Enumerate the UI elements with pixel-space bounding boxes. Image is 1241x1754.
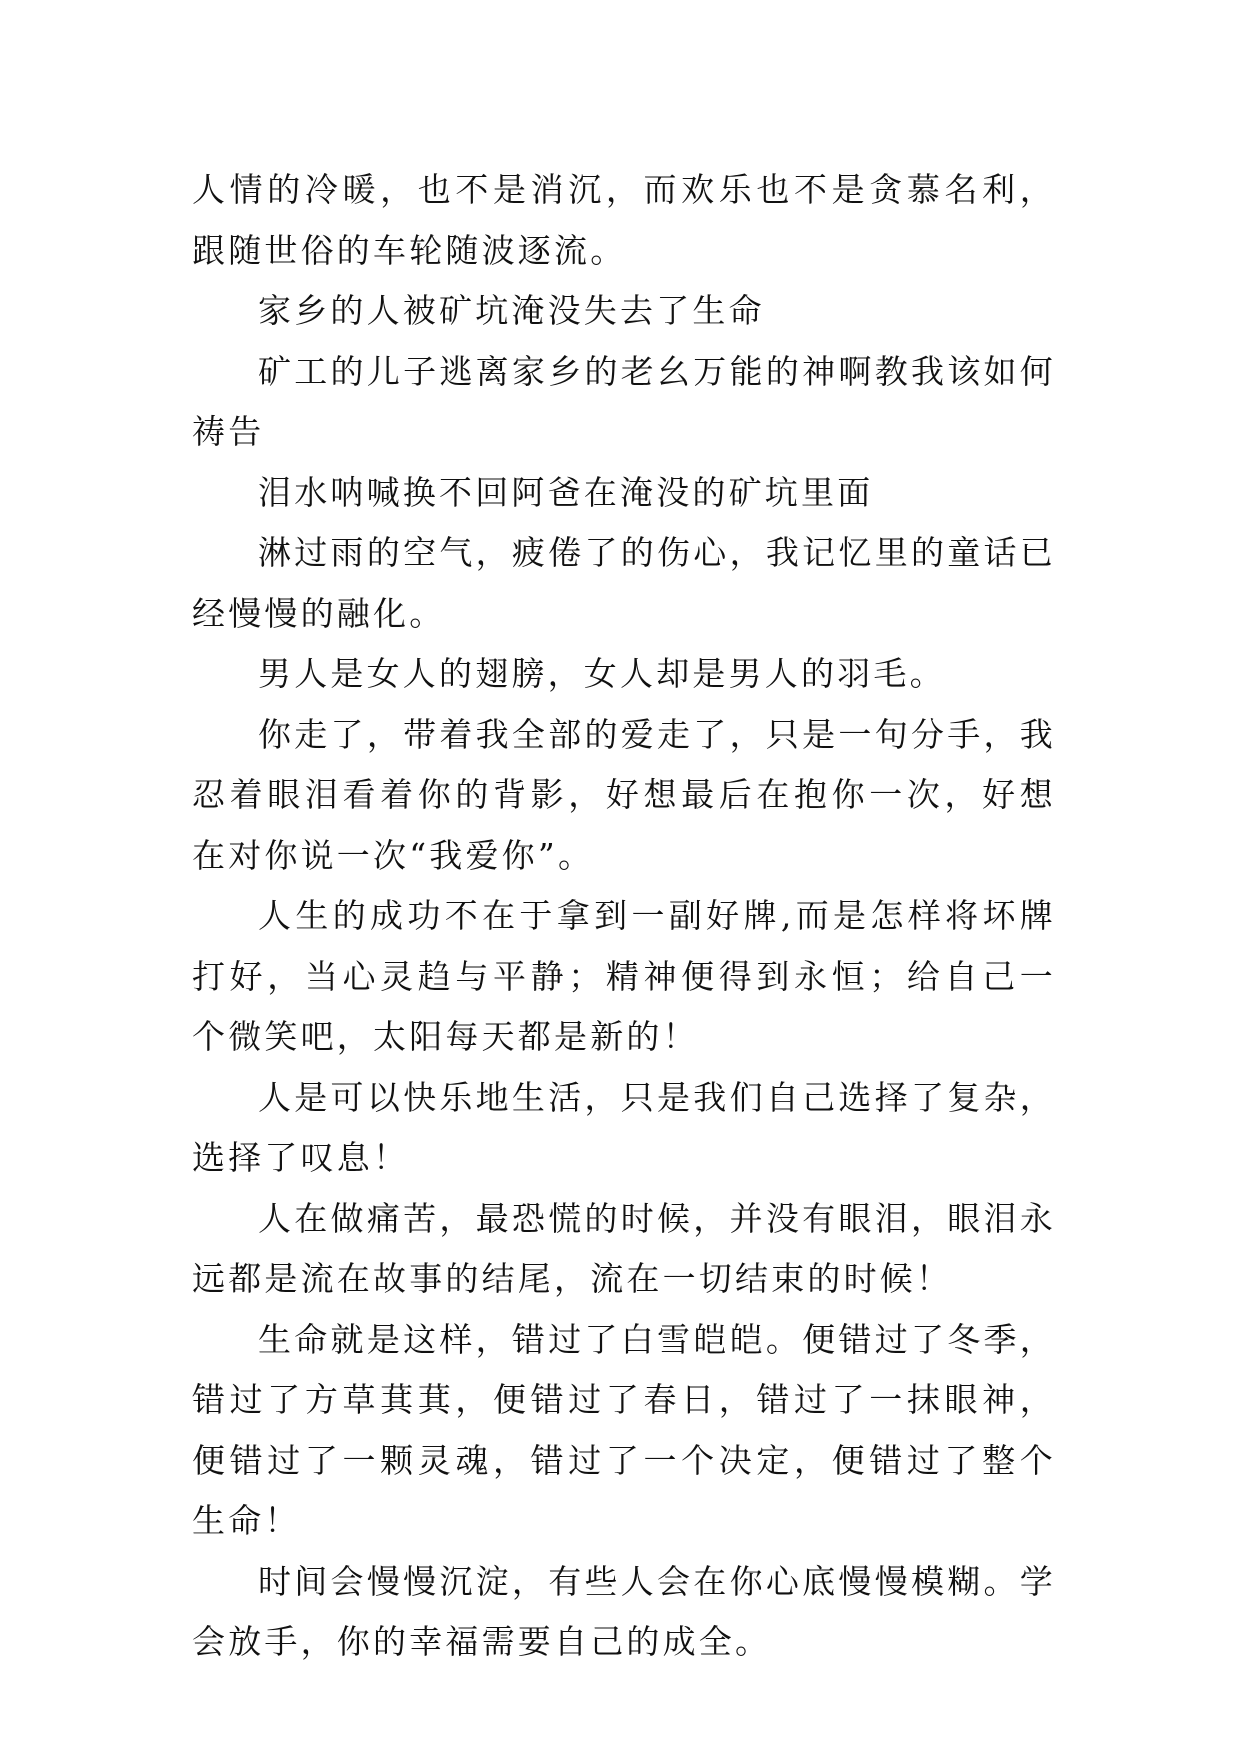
paragraph: 泪水呐喊换不回阿爸在淹没的矿坑里面 [258,472,874,512]
paragraph: 男人是女人的翅膀，女人却是男人的羽毛。 [258,654,946,693]
paragraph: 时间会慢慢沉淀，有些人会在你心底慢慢模糊。学会放手，你的幸福需要自己的成全。 [192,1561,1056,1661]
paragraph: 矿工的儿子逃离家乡的老幺万能的神啊教我该如何祷告 [192,351,1056,451]
paragraph: 生命就是这样，错过了白雪皑皑。便错过了冬季，错过了方草萁萁，便错过了春日，错过了一抹眼神，便错过了一颗灵魂，错过了一个决定，便错过了整个生命！ [192,1319,1056,1540]
paragraph: 你走了，带着我全部的爱走了，只是一句分手，我忍着眼泪看着你的背影，好想最后在抱你一次，好想在对你说一次“我爱你”。 [192,714,1056,875]
paragraph-continuation: 人情的冷暖，也不是消沉，而欢乐也不是贪慕名利，跟随世俗的车轮随波逐流。 [192,170,1056,270]
paragraph: 淋过雨的空气，疲倦了的伤心，我记忆里的童话已经慢慢的融化。 [192,533,1056,633]
paragraph: 人生的成功不在于拿到一副好牌,而是怎样将坏牌打好，当心灵趋与平静；精神便得到永恒；给自己一个微笑吧，太阳每天都是新的！ [192,896,1056,1056]
paragraph: 人是可以快乐地生活，只是我们自己选择了复杂，选择了叹息！ [192,1077,1056,1177]
paragraph: 人在做痛苦，最恐慌的时候，并没有眼泪，眼泪永远都是流在故事的结尾，流在一切结束的时候！ [192,1198,1056,1298]
paragraph: 家乡的人被矿坑淹没失去了生命 [258,291,765,330]
document-body [192,160,1056,1673]
